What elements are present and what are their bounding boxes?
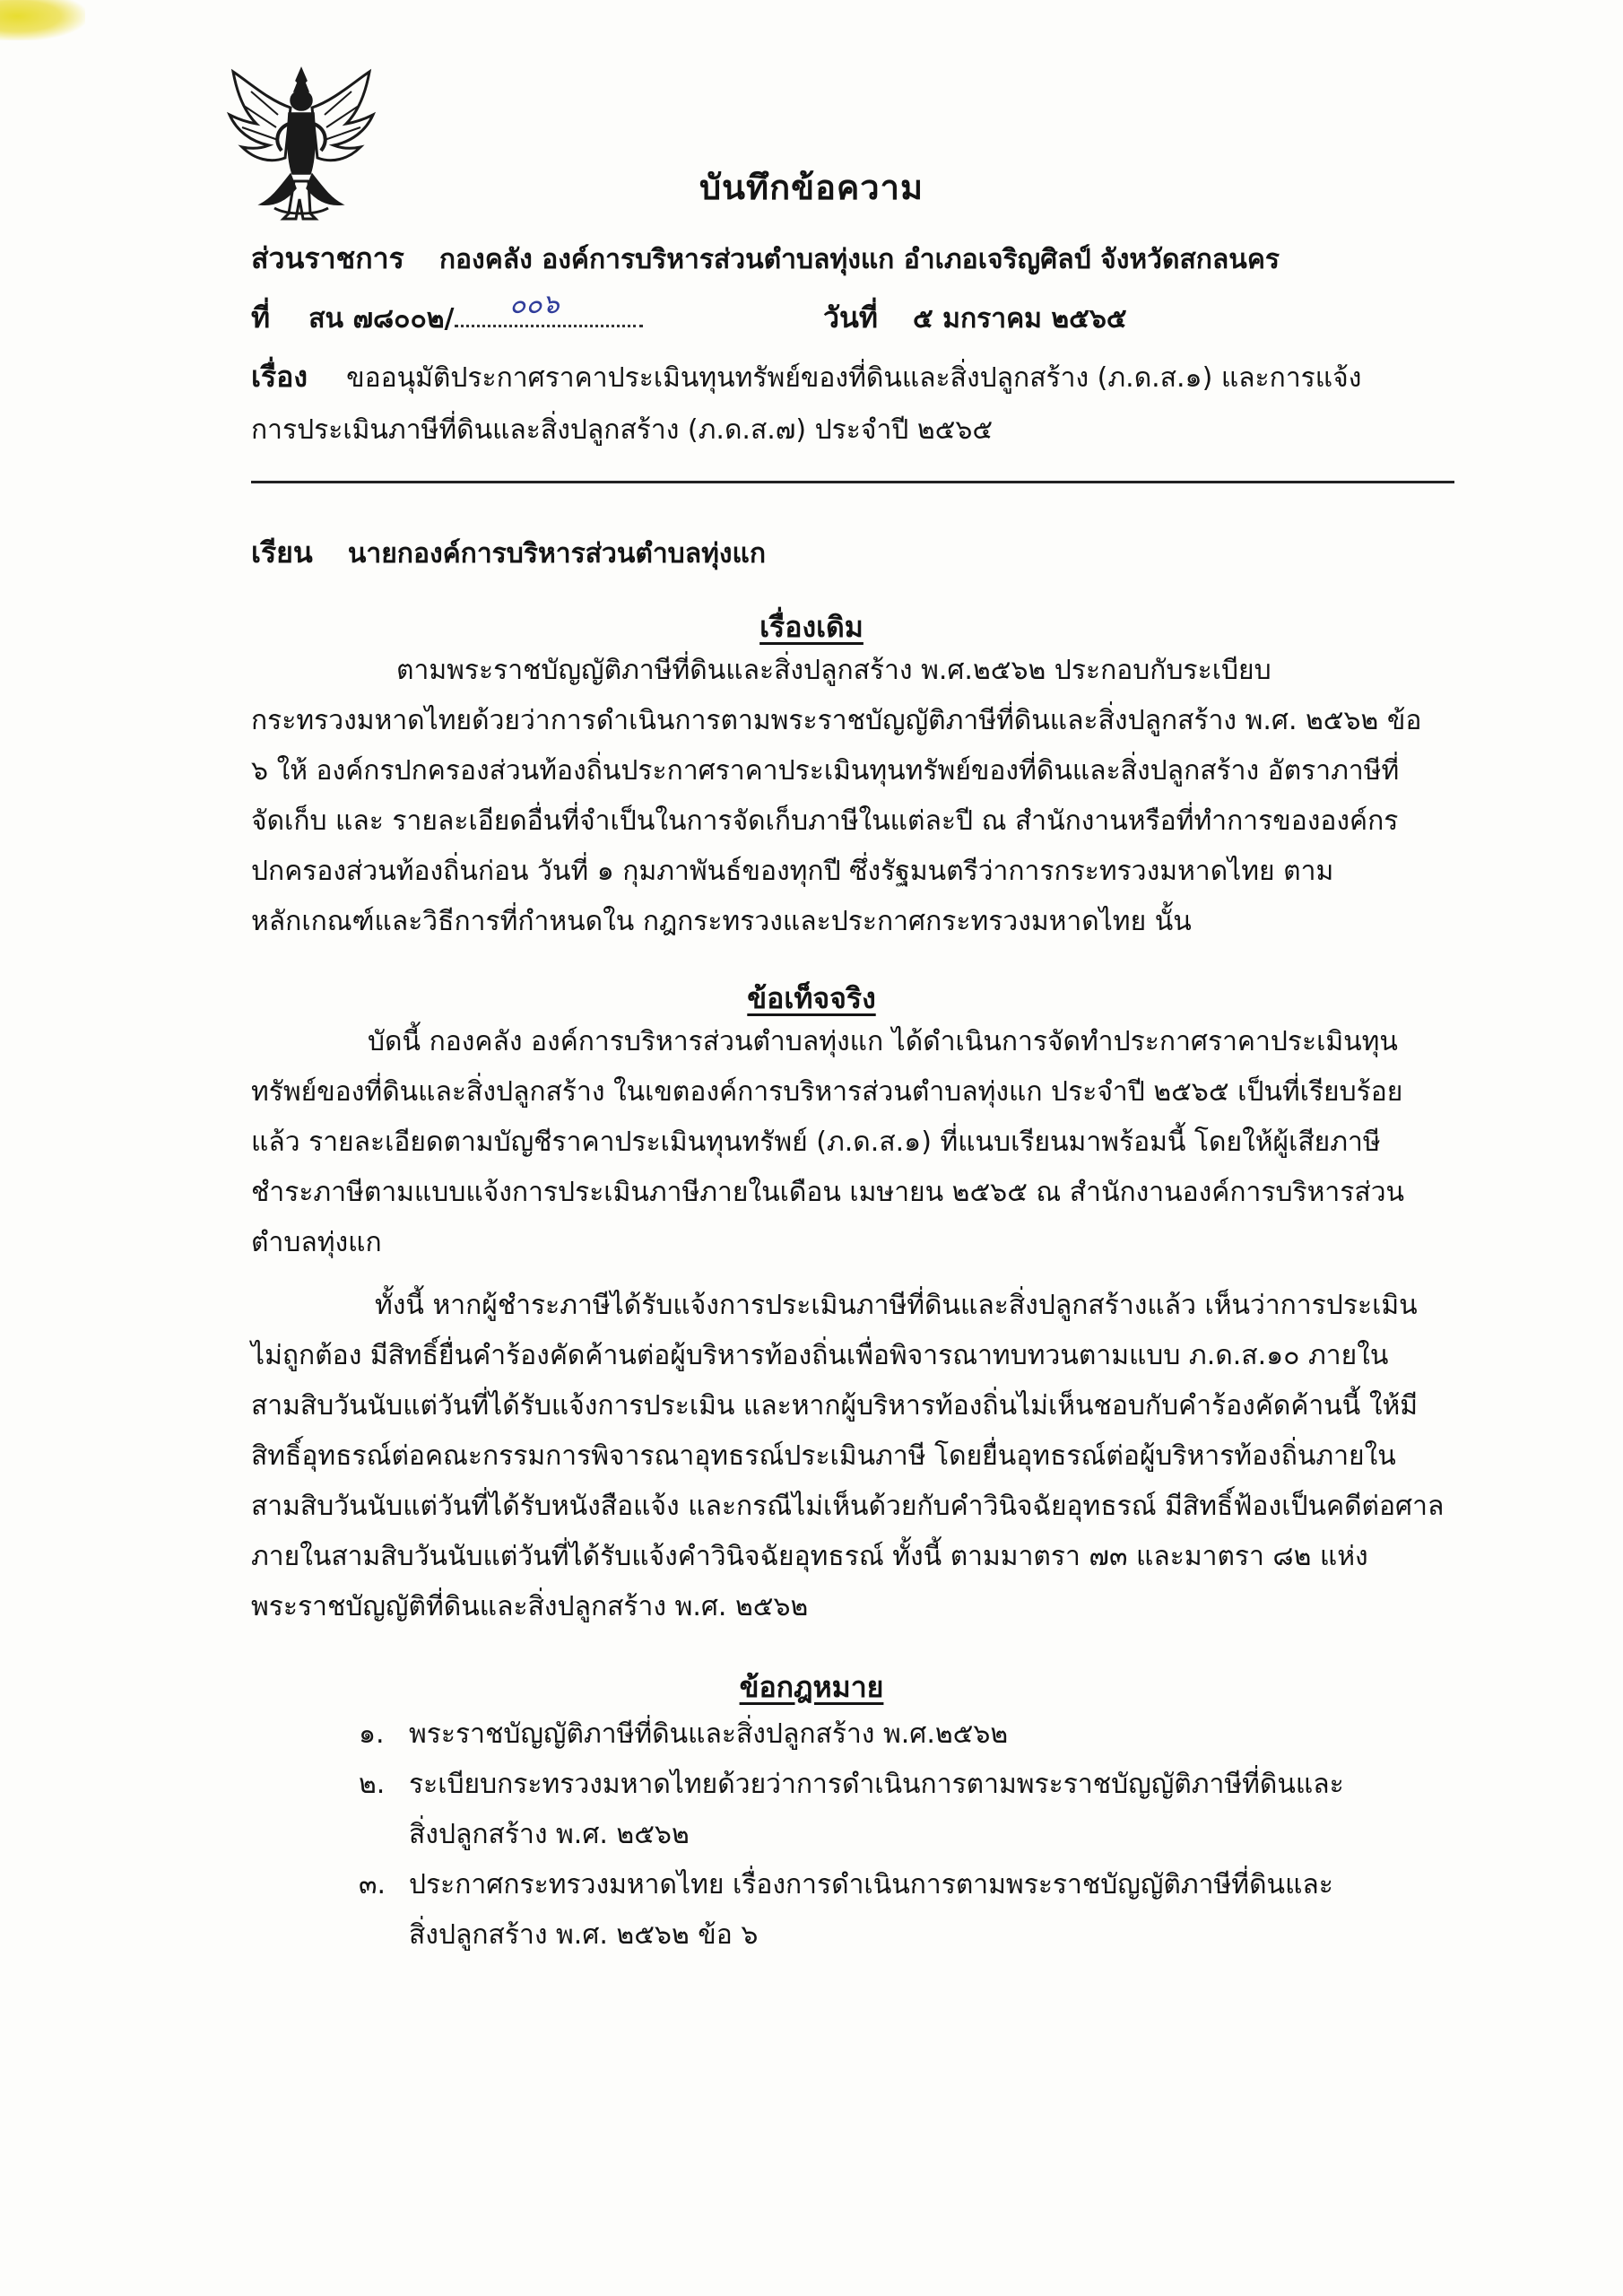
subject-label: เรื่อง	[251, 360, 308, 394]
law-item-number: ๓.	[359, 1869, 386, 1900]
subject-row	[251, 359, 1361, 396]
salutation-row	[251, 535, 766, 572]
subject-line-2: การประเมินภาษีที่ดินและสิ่งปลูกสร้าง (ภ.ด.ส.๗) ประจำปี ๒๕๖๕	[251, 414, 994, 446]
salutation-label: เรียน	[251, 535, 313, 570]
paragraph-line: ภายในสามสิบวันนับแต่วันที่ได้รับแจ้งคำวินิจฉัยอุทธรณ์ ทั้งนี้ ตามมาตรา ๗๓ และมาตรา ๘๒ แห่ง	[251, 1541, 1368, 1572]
paragraph-line: แล้ว รายละเอียดตามบัญชีราคาประเมินทุนทรัพย์ (ภ.ด.ส.๑) ที่แนบเรียนมาพร้อมนี้ โดยให้ผู้เสียภาษี	[251, 1126, 1381, 1158]
paragraph-line: ๖ ให้ องค์กรปกครองส่วนท้องถิ่นประกาศราคาประเมินทุนทรัพย์ของที่ดินและสิ่งปลูกสร้าง อัตราภาษีที่	[251, 755, 1400, 787]
background-heading: เรื่องเดิม	[759, 610, 864, 644]
paragraph-line: บัดนี้ กองคลัง องค์การบริหารส่วนตำบลทุ่งแก ได้ดำเนินการจัดทำประกาศราคาประเมินทุน	[368, 1026, 1398, 1057]
law-item-text: ประกาศกระทรวงมหาดไทย เรื่องการดำเนินการตามพระราชบัญญัติภาษีที่ดินและ	[409, 1869, 1333, 1900]
paragraph-line: ปกครองส่วนท้องถิ่นก่อน วันที่ ๑ กุมภาพันธ์ของทุกปี ซึ่งรัฐมนตรีว่าการกระทรวงมหาดไทย ตาม	[251, 856, 1334, 887]
date-value: ๕ มกราคม ๒๕๖๕	[913, 303, 1127, 335]
agency-row	[251, 240, 1280, 278]
agency-value: กองคลัง องค์การบริหารส่วนตำบลทุ่งแก อำเภอเจริญศิลป์ จังหวัดสกลนคร	[438, 244, 1280, 275]
paragraph-line: จัดเก็บ และ รายละเอียดอื่นที่จำเป็นในการจัดเก็บภาษีในแต่ละปี ณ สำนักงานหรือที่ทำการขององค์กร	[251, 805, 1399, 837]
paragraph-line: ไม่ถูกต้อง มีสิทธิ์ยื่นคำร้องคัดค้านต่อผู้บริหารท้องถิ่นเพื่อพิจารณาทบทวนตามแบบ ภ.ด.ส.๑๐ ภายใน	[251, 1340, 1389, 1371]
salutation-value: นายกองค์การบริหารส่วนตำบลทุ่งแก	[347, 538, 767, 570]
ref-label: ที่	[251, 300, 271, 335]
law-item-text: สิ่งปลูกสร้าง พ.ศ. ๒๕๖๒ ข้อ ๖	[409, 1919, 759, 1951]
yellow-highlight-mark	[0, 0, 85, 40]
law-item-text: พระราชบัญญัติภาษีที่ดินและสิ่งปลูกสร้าง พ.ศ.๒๕๖๒	[409, 1718, 1009, 1750]
paragraph-line: ตำบลทุ่งแก	[251, 1227, 382, 1258]
agency-label: ส่วนราชการ	[251, 241, 404, 275]
paragraph-line: หลักเกณฑ์และวิธีการที่กำหนดใน กฎกระทรวงและประกาศกระทรวงมหาดไทย นั้น	[251, 906, 1192, 937]
header-divider	[251, 481, 1454, 483]
paragraph-line: ชำระภาษีตามแบบแจ้งการประเมินภาษีภายในเดือน เมษายน ๒๕๖๕ ณ สำนักงานองค์การบริหารส่วน	[251, 1177, 1405, 1208]
subject-line-1: ขออนุมัติประกาศราคาประเมินทุนทรัพย์ของที่ดินและสิ่งปลูกสร้าง (ภ.ด.ส.๑) และการแจ้ง	[346, 362, 1362, 394]
date-row	[823, 300, 1127, 337]
law-item-text: ระเบียบกระทรวงมหาดไทยด้วยว่าการดำเนินการตามพระราชบัญญัติภาษีที่ดินและ	[409, 1769, 1344, 1800]
ref-row	[251, 300, 643, 337]
paragraph-line: ทรัพย์ของที่ดินและสิ่งปลูกสร้าง ในเขตองค์การบริหารส่วนตำบลทุ่งแก ประจำปี ๒๕๖๕ เป็นที่เรียบร้อย	[251, 1076, 1403, 1108]
paragraph-line: ทั้งนี้ หากผู้ชำระภาษีได้รับแจ้งการประเมินภาษีที่ดินและสิ่งปลูกสร้างแล้ว เห็นว่าการประเมิน	[375, 1290, 1418, 1321]
paragraph-line: พระราชบัญญัติที่ดินและสิ่งปลูกสร้าง พ.ศ. ๒๕๖๒	[251, 1591, 809, 1622]
paragraph-line: สามสิบวันนับแต่วันที่ได้รับหนังสือแจ้ง และกรณีไม่เห็นด้วยกับคำวินิจฉัยอุทธรณ์ มีสิทธิ์ฟ้องเป็นคดีต่อศาล	[251, 1491, 1445, 1522]
paragraph-line: กระทรวงมหาดไทยด้วยว่าการดำเนินการตามพระราชบัญญัติภาษีที่ดินและสิ่งปลูกสร้าง พ.ศ. ๒๕๖๒ ข้อ	[251, 705, 1422, 736]
facts-heading: ข้อเท็จจริง	[747, 981, 876, 1015]
law-heading: ข้อกฎหมาย	[739, 1670, 884, 1704]
ref-value: สน ๗๘๐๐๒/	[308, 303, 455, 335]
paragraph-line: สิทธิ์อุทธรณ์ต่อคณะกรรมการพิจารณาอุทธรณ์ประเมินภาษี โดยยื่นอุทธรณ์ต่อผู้บริหารท้องถิ่นภายใน	[251, 1440, 1396, 1472]
paragraph-line: ตามพระราชบัญญัติภาษีที่ดินและสิ่งปลูกสร้าง พ.ศ.๒๕๖๒ ประกอบกับระเบียบ	[396, 655, 1271, 686]
ref-handwritten-number: ๐๐๖	[509, 289, 560, 320]
paragraph-line: สามสิบวันนับแต่วันที่ได้รับแจ้งการประเมิน และหากผู้บริหารท้องถิ่นไม่เห็นชอบกับคำร้องคัดค้านนี้ ให้มี	[251, 1390, 1419, 1422]
law-item-text: สิ่งปลูกสร้าง พ.ศ. ๒๕๖๒	[409, 1819, 690, 1850]
law-item-number: ๒.	[359, 1769, 386, 1800]
date-label: วันที่	[823, 300, 878, 335]
law-item-number: ๑.	[359, 1718, 385, 1750]
memo-title: บันทึกข้อความ	[699, 168, 924, 207]
